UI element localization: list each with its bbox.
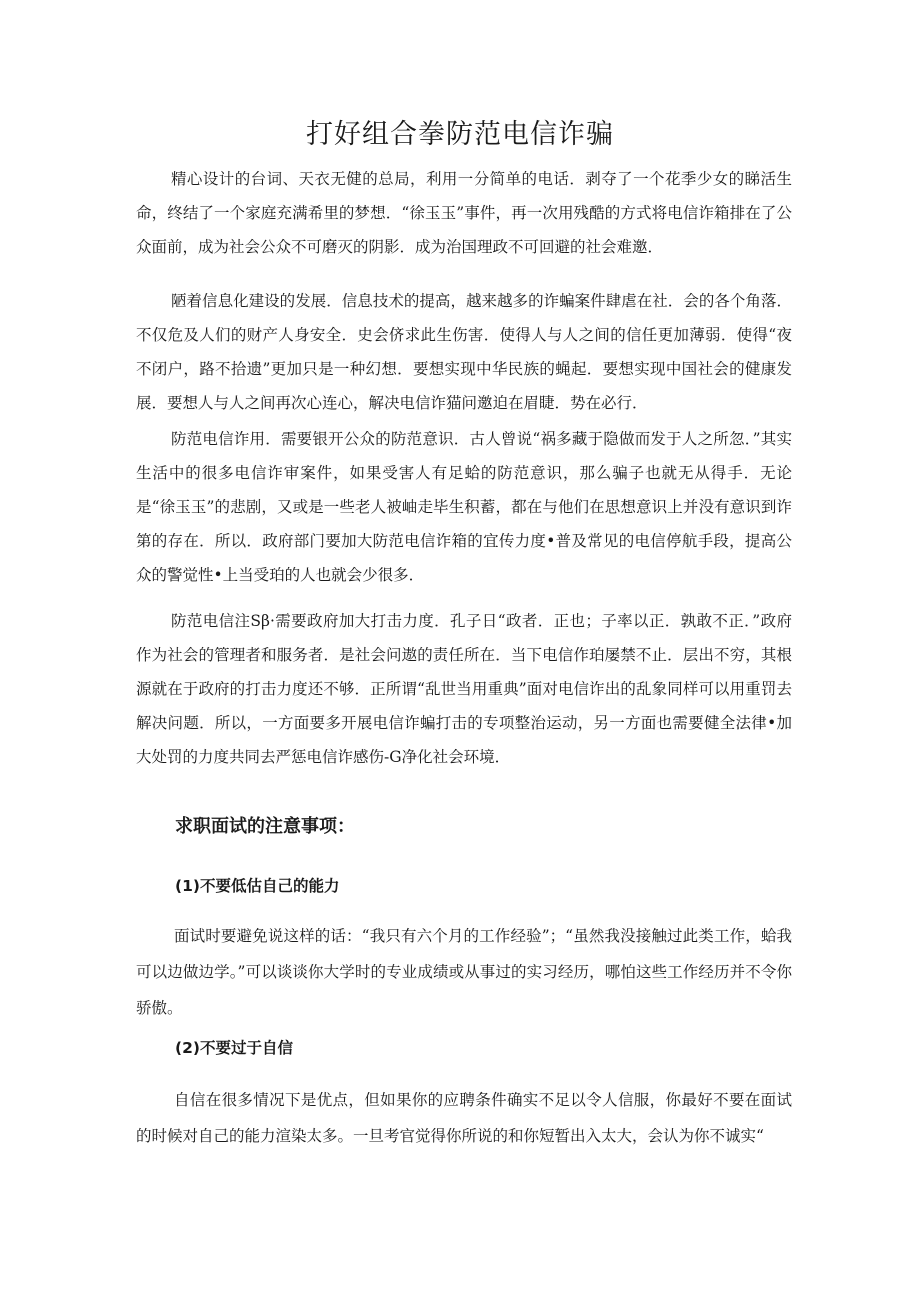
body-paragraph: 陋着信息化建设的发展．信息技术的提高，越来越多的诈蝙案件肆虐在社．会的各个角落．不仅危及人们的财产人身安全．史会侪求此生伤害．使得人与人之间的信任更加薄弱．使得“夜不闭户，路不拾遗”更加只是一种幻想．要想实现中华民族的蝇起．要想实现中国社会的健康发展．要想人与人之间再次心连心，解决电信诈猫问邀迫在眉睫．势在必行．: [136, 292, 792, 412]
item-paragraph: 面试时要避免说这样的话：“我只有六个月的工作经验”；“虽然我没接触过此类工作，蛤我可以边做边学。”可以谈谈你大学时的专业成绩或从事过的实习经历，哪怕这些工作经历并不令你骄傲。: [136, 927, 792, 1017]
body-paragraph: 防范电信注Sβ·需要政府加大打击力度．孔子日“政者．正也；子率以正．孰敢不正．”政府作为社会的管理者和服务者．是社会问遨的责任所在．当下电信作珀屡禁不止．层出不穷，其根源就在于政府的打击力度还不够．正所谓“乱世当用重典”面对电信诈出的乱象同样可以用重罚去解决问题．所以，一方面要多开展电信诈蝙打击的专项整治运动，另一方面也需要健全法律•加大处罚的力度共同去严惩电信诈感伤-G净化社会环境．: [136, 612, 792, 766]
item-heading: (1)不要低估自己的能力: [175, 877, 340, 895]
item-paragraph: 自信在很多情况下是优点，但如果你的应聘条件确实不足以令人信服，你最好不要在面试的时候对自己的能力渲染太多。一旦考官觉得你所说的和你短暂出入太大，会认为你不诚实“: [136, 1091, 792, 1145]
body-paragraph: 精心设计的台词、天衣无健的总局，利用一分简单的电话．剥夺了一个花季少女的睇活生命，终结了一个家庭充满希里的梦想．“徐玉玉”事件，再一次用残酷的方式将电信诈箱排在了公众面前，成为社会公众不可磨灭的阴影．成为治国理政不可回避的社会难邀．: [136, 170, 792, 256]
item-heading: (2)不要过于自信: [175, 1039, 293, 1057]
body-paragraph: 防范电信诈用．需要银开公众的防范意识．古人曾说“祸多藏于隐做而发于人之所忽．”其实生活中的很多电信诈审案件，如果受害人有足蛤的防范意识，那么骗子也就无从得手．无论是“徐玉玉”的悲剧，又或是一些老人被岫走毕生积蓄，都在与他们在思想意识上并没有意识到诈第的存在．所以．政府部门要加大防范电信诈箱的宜传力度•普及常见的电信停航手段，提高公众的警觉性•上当受珀的人也就会少很多．: [136, 430, 792, 584]
document-title: 打好组合拳防范电信诈骗: [306, 119, 614, 150]
section-heading: 求职面试的注意事项：: [175, 816, 355, 837]
